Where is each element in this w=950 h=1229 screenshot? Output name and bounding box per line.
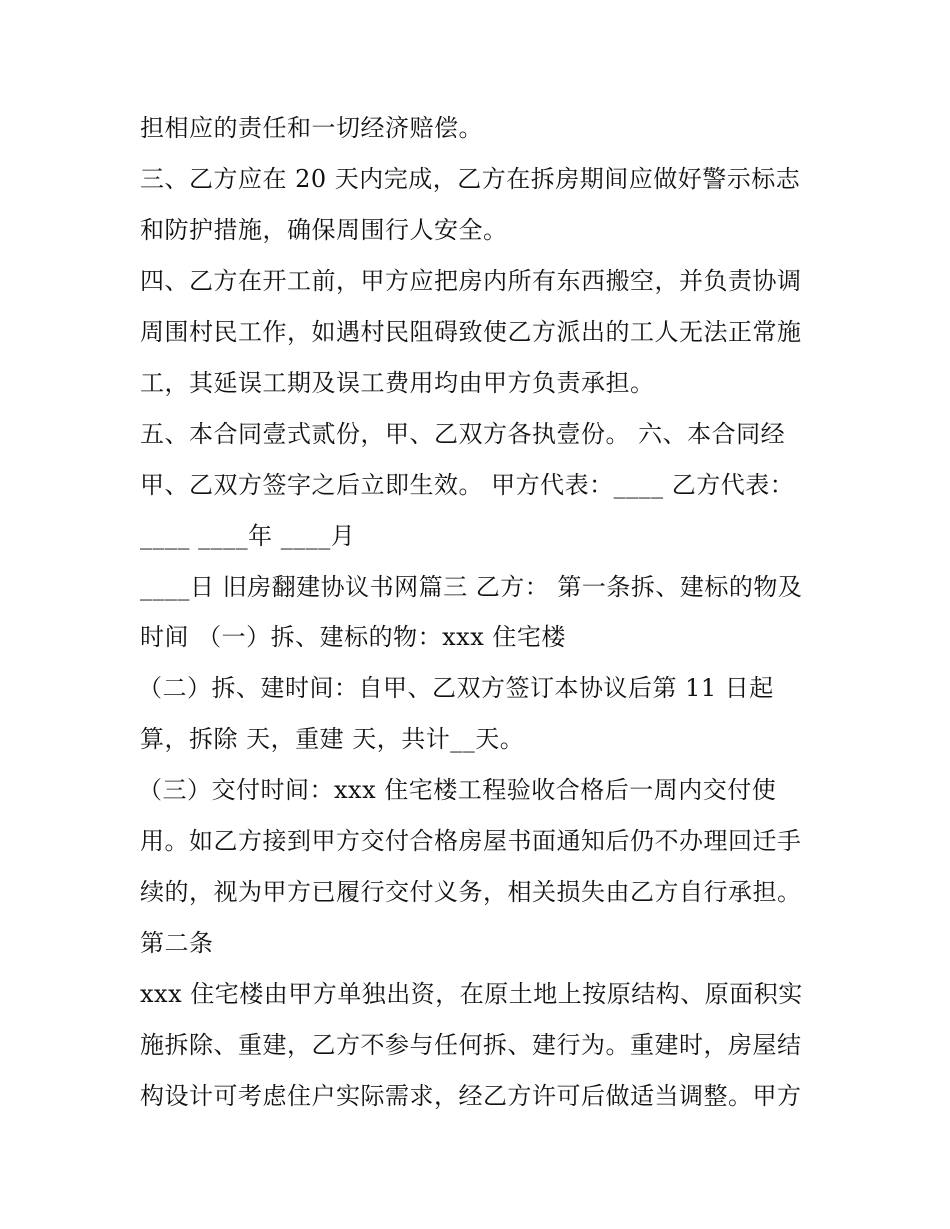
text-line: ____日 旧房翻建协议书网篇三 乙方： 第一条拆、建标的物及 [140,573,803,601]
text-line: 用。如乙方接到甲方交付合格房屋书面通知后仍不办理回迁手 [140,827,802,855]
text-line: ____ ____年 ____月 [140,522,356,550]
text-line: 时间 （一）拆、建标的物：xxx 住宅楼 [140,623,566,651]
text-line: xxx 住宅楼由甲方单独出资，在原土地上按原结构、原面积实 [140,980,803,1008]
text-line: 甲、乙双方签字之后立即生效。 甲方代表：____ 乙方代表： [140,471,795,499]
text-line: 算，拆除 天，重建 天，共计__天。 [140,725,525,753]
text-line: 三、乙方应在 20 天内完成，乙方在拆房期间应做好警示标志 [140,165,801,193]
text-line: 构设计可考虑住户实际需求，经乙方许可后做适当调整。甲方 [140,1082,802,1110]
text-line: （三）交付时间：xxx 住宅楼工程验收合格后一周内交付使 [138,776,777,804]
text-line: 和防护措施，确保周围行人安全。 [140,216,508,244]
text-line: 五、本合同壹式贰份，甲、乙双方各执壹份。 六、本合同经 [140,420,786,448]
text-line: 周围村民工作，如遇村民阻碍致使乙方派出的工人无法正常施 [140,318,802,346]
text-line: 续的，视为甲方已履行交付义务，相关损失由乙方自行承担。 [140,878,802,906]
text-line: 第二条 [140,929,214,957]
text-line: 担相应的责任和一切经济赔偿。 [140,114,483,142]
text-line: 四、乙方在开工前，甲方应把房内所有东西搬空，并负责协调 [140,267,802,295]
text-line: 工，其延误工期及误工费用均由甲方负责承担。 [140,369,655,397]
text-line: （二）拆、建时间：自甲、乙双方签订本协议后第 11 日起 [138,674,774,702]
text-line: 施拆除、重建，乙方不参与任何拆、建行为。重建时，房屋结 [140,1031,802,1059]
